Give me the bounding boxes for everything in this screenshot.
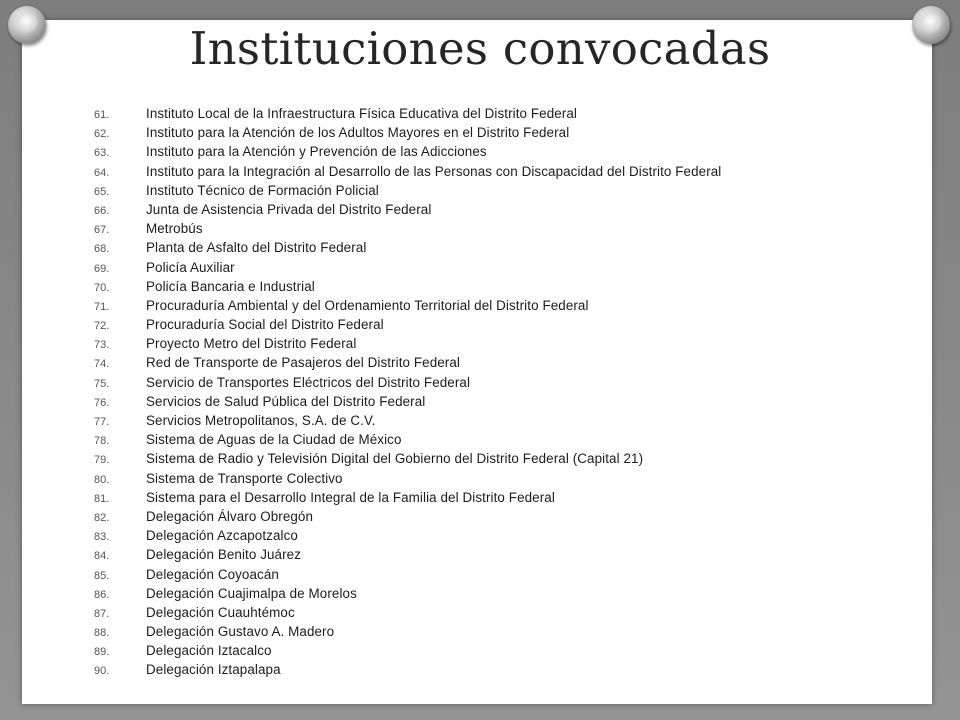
- list-item-number: 82.: [94, 511, 110, 524]
- list-item-label: Instituto para la Atención de los Adultos Mayores en el Distrito Federal: [146, 125, 570, 141]
- list-item-number: 64.: [94, 166, 110, 179]
- list-item-number: 63.: [94, 147, 110, 160]
- list-item-number: 90.: [94, 665, 110, 678]
- list-item: [92, 507, 721, 526]
- list-item-number: 79.: [94, 454, 110, 467]
- list-item-number: 67.: [94, 224, 110, 237]
- list-item-number: 70.: [94, 281, 110, 294]
- list-item-number: 65.: [94, 185, 110, 198]
- list-item-label: Red de Transporte de Pasajeros del Distrito Federal: [146, 355, 460, 371]
- list-item-number: 68.: [94, 243, 110, 256]
- list-item-number: 69.: [94, 262, 110, 275]
- list-item-number: 76.: [94, 396, 110, 409]
- list-item: [92, 660, 721, 679]
- list-item-label: Instituto Local de la Infraestructura Física Educativa del Distrito Federal: [146, 106, 577, 121]
- list-item-number: 66.: [94, 204, 110, 217]
- list-item-label: Delegación Álvaro Obregón: [146, 508, 314, 524]
- list-item-label: Junta de Asistencia Privada del Distrito Federal: [146, 201, 432, 217]
- list-item: [92, 238, 721, 257]
- list-item-label: Delegación Coyoacán: [146, 566, 279, 582]
- list-item-label: Policía Bancaria e Industrial: [146, 278, 315, 294]
- list-item-label: Delegación Cuajimalpa de Morelos: [146, 585, 357, 601]
- list-item: [92, 334, 721, 353]
- list-item: [92, 104, 721, 123]
- list-item-number: 84.: [94, 550, 110, 563]
- list-item: [92, 315, 721, 334]
- list-item: [92, 258, 721, 277]
- list-item-number: 77.: [94, 416, 110, 428]
- list-item-label: Delegación Iztacalco: [146, 643, 272, 659]
- list-item-number: 61.: [94, 109, 110, 121]
- list-item: [92, 545, 721, 564]
- list-item-number: 85.: [94, 569, 110, 582]
- list-item-number: 74.: [94, 358, 110, 371]
- list-item: [92, 392, 721, 411]
- list-item-label: Sistema de Aguas de la Ciudad de México: [146, 432, 402, 448]
- list-item: [92, 584, 721, 603]
- list-item-label: Delegación Iztapalapa: [146, 662, 281, 678]
- list-item-number: 75.: [94, 377, 110, 390]
- list-item: [92, 449, 721, 468]
- list-item-label: Servicio de Transportes Eléctricos del Distrito Federal: [146, 374, 471, 390]
- list-item: [92, 142, 721, 161]
- list-item-label: Metrobús: [146, 221, 203, 237]
- list-item-label: Instituto para la Atención y Prevención de las Adicciones: [146, 144, 487, 160]
- list-item: [92, 200, 721, 219]
- list-item: [92, 469, 721, 488]
- list-item-label: Servicios Metropolitanos, S.A. de C.V.: [146, 413, 376, 428]
- list-item: [92, 622, 721, 641]
- list-item-number: 88.: [94, 627, 110, 640]
- list-item-number: 87.: [94, 607, 110, 620]
- list-item: [92, 526, 721, 545]
- list-item-number: 78.: [94, 435, 110, 448]
- list-item-number: 72.: [94, 320, 110, 333]
- list-item: [92, 373, 721, 392]
- list-item-number: 73.: [94, 339, 110, 352]
- list-item: [92, 411, 721, 430]
- list-item-label: Proyecto Metro del Distrito Federal: [146, 336, 357, 352]
- list-item-label: Policía Auxiliar: [146, 259, 235, 275]
- list-item-number: 62.: [94, 128, 110, 141]
- list-item: [92, 277, 721, 296]
- list-item-label: Procuraduría Social del Distrito Federal: [146, 317, 384, 333]
- list-item: [92, 353, 721, 372]
- list-item: [92, 641, 721, 660]
- list-item: [92, 162, 721, 181]
- list-item-label: Servicios de Salud Pública del Distrito Federal: [146, 393, 426, 409]
- list-item: [92, 219, 721, 238]
- list-item: [92, 181, 721, 200]
- list-item-label: Instituto Técnico de Formación Policial: [146, 182, 379, 198]
- list-item-number: 86.: [94, 588, 110, 601]
- list-item-label: Delegación Benito Juárez: [146, 547, 301, 563]
- list-item-number: 83.: [94, 531, 110, 544]
- slide-title: Instituciones convocadas: [189, 22, 771, 75]
- list-item-number: 71.: [94, 300, 110, 313]
- list-item-label: Delegación Cuauhtémoc: [146, 604, 295, 620]
- list-item-label: Planta de Asfalto del Distrito Federal: [146, 240, 367, 256]
- institution-list: [92, 104, 721, 680]
- list-item-label: Delegación Azcapotzalco: [146, 528, 298, 544]
- list-item-label: Instituto para la Integración al Desarrollo de las Personas con Discapacidad del Distrito Federal: [146, 163, 722, 179]
- list-item: [92, 488, 721, 507]
- list-item: [92, 296, 721, 315]
- list-item-label: Sistema de Radio y Televisión Digital del Gobierno del Distrito Federal (Capital 21): [146, 451, 644, 467]
- list-item-label: Procuraduría Ambiental y del Ordenamiento Territorial del Distrito Federal: [146, 297, 589, 313]
- list-item-label: Sistema de Transporte Colectivo: [146, 470, 343, 486]
- list-item-label: Delegación Gustavo A. Madero: [146, 624, 335, 640]
- list-item: [92, 430, 721, 449]
- list-item: [92, 603, 721, 622]
- list-item-number: 81.: [94, 492, 110, 505]
- list-item-number: 80.: [94, 473, 110, 486]
- list-item-label: Sistema para el Desarrollo Integral de la Familia del Distrito Federal: [146, 489, 555, 505]
- list-item: [92, 565, 721, 584]
- list-item: [92, 123, 721, 142]
- list-item-number: 89.: [94, 646, 110, 659]
